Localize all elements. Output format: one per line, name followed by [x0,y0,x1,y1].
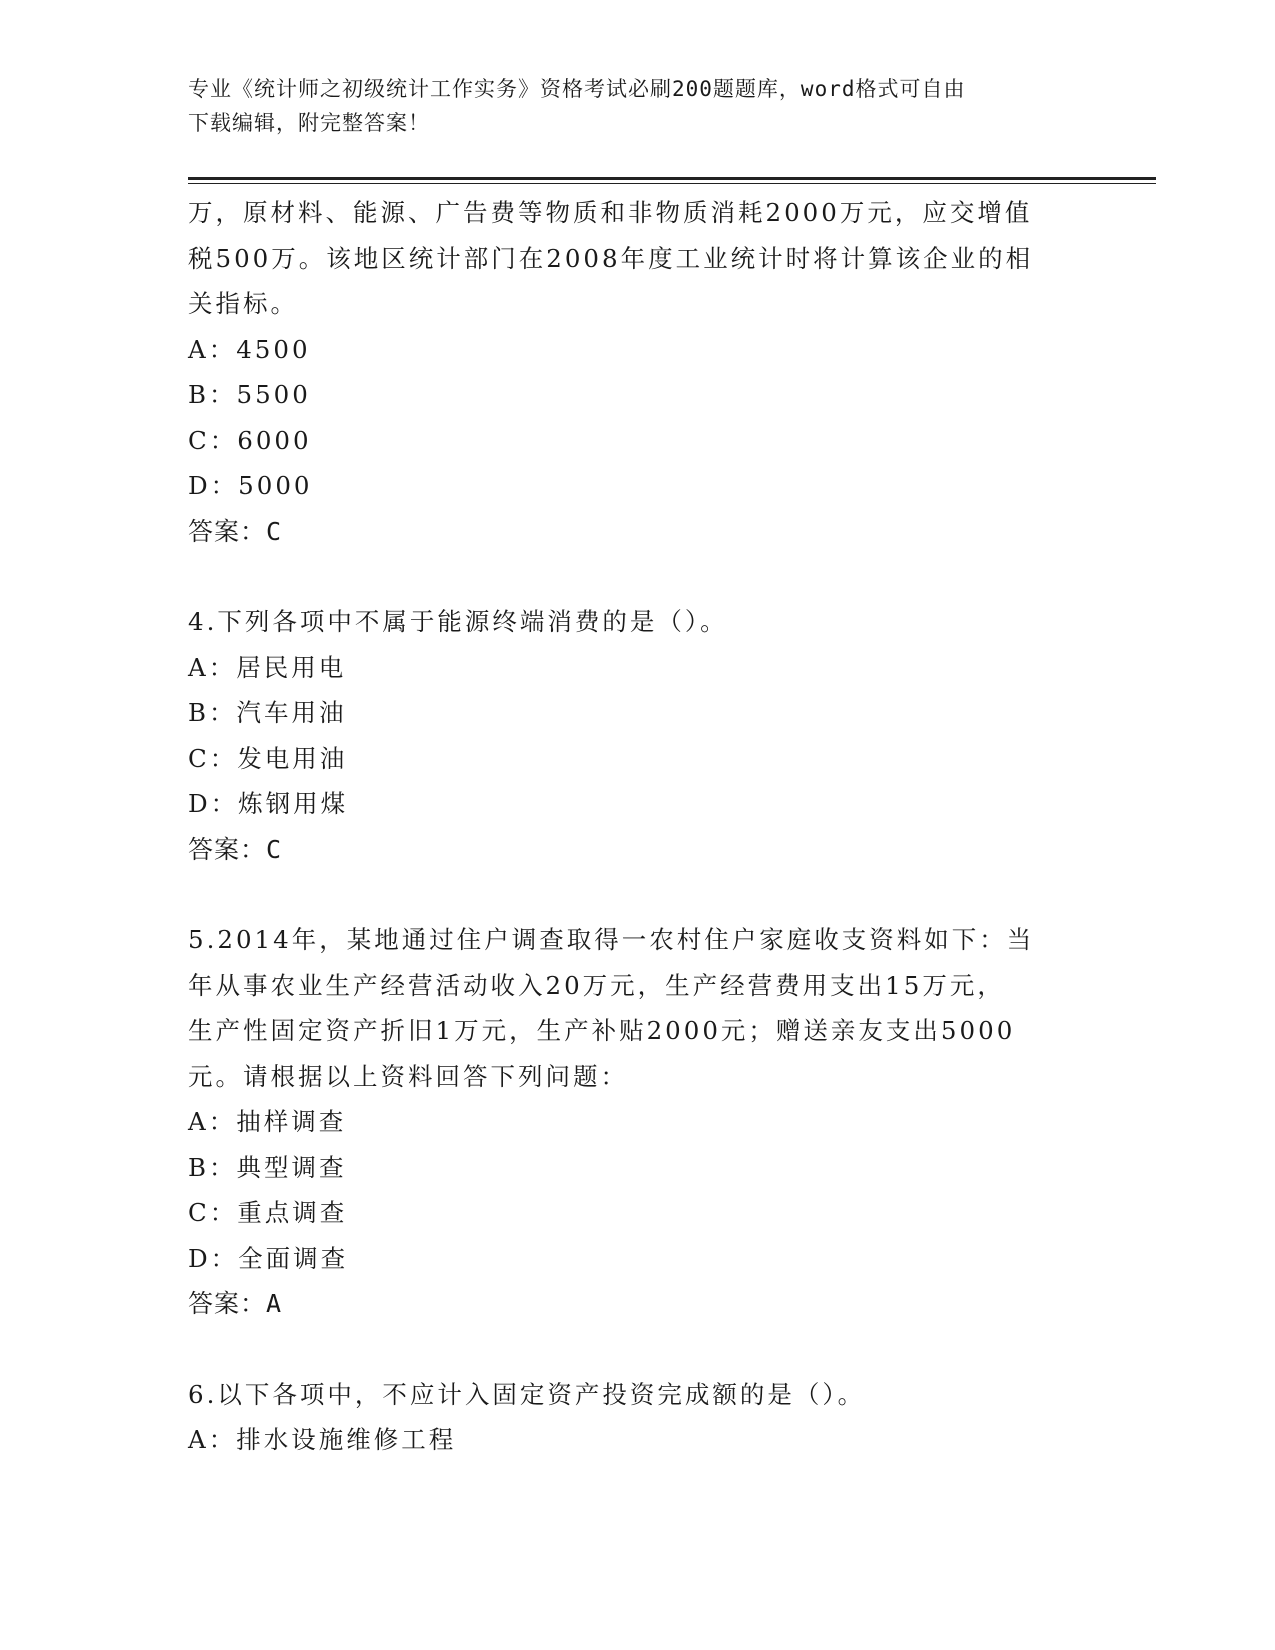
question-content [188,190,1088,1463]
question-stem-line: 税500万。该地区统计部门在2008年度工业统计时将计算该企业的相 [188,243,1034,273]
option-c: C：发电用油 [188,743,348,773]
answer: 答案：A [188,1289,283,1318]
question-3 [188,190,1088,554]
answer: 答案：C [188,516,283,546]
option-b: B：汽车用油 [188,698,347,727]
header-line-2: 下载编辑，附完整答案！ [188,111,430,135]
option-a: A：4500 [188,334,311,364]
option-d: D：5000 [188,471,313,500]
option-b: B：5500 [188,380,311,409]
question-stem-line: 万，原材料、能源、广告费等物质和非物质消耗2000万元，应交增值 [188,198,1033,227]
header-rule-thick [188,177,1156,180]
option-a: A：抽样调查 [188,1107,347,1136]
option-a: A：居民用电 [188,652,347,682]
question-4 [188,599,1088,872]
question-stem-line: 年从事农业生产经营活动收入20万元，生产经营费用支出15万元， [188,970,1005,1000]
header-line-1: 专业《统计师之初级统计工作实务》资格考试必刷200题题库，word格式可自由 [188,77,966,101]
header-rule-thin [188,183,1156,184]
question-stem-line: 4.下列各项中不属于能源终端消费的是（）。 [188,607,728,636]
option-c: C：重点调查 [188,1198,348,1227]
question-stem-line: 生产性固定资产折旧1万元，生产补贴2000元；赠送亲友支出5000 [188,1016,1016,1045]
option-c: C：6000 [188,425,312,455]
question-stem-line: 6.以下各项中，不应计入固定资产投资完成额的是（）。 [188,1379,866,1409]
answer: 答案：C [188,834,283,864]
document-header [188,72,1068,140]
option-a: A：排水设施维修工程 [188,1425,457,1454]
question-stem-line: 元。请根据以上资料回答下列问题： [188,1061,628,1091]
question-5 [188,917,1088,1327]
option-b: B：典型调查 [188,1152,347,1182]
option-d: D：全面调查 [188,1243,349,1273]
question-stem-line: 5.2014年，某地通过住户调查取得一农村住户家庭收支资料如下：当 [188,925,1035,954]
option-d: D：炼钢用煤 [188,789,349,818]
question-stem-line: 关指标。 [188,289,298,318]
question-6 [188,1372,1088,1463]
